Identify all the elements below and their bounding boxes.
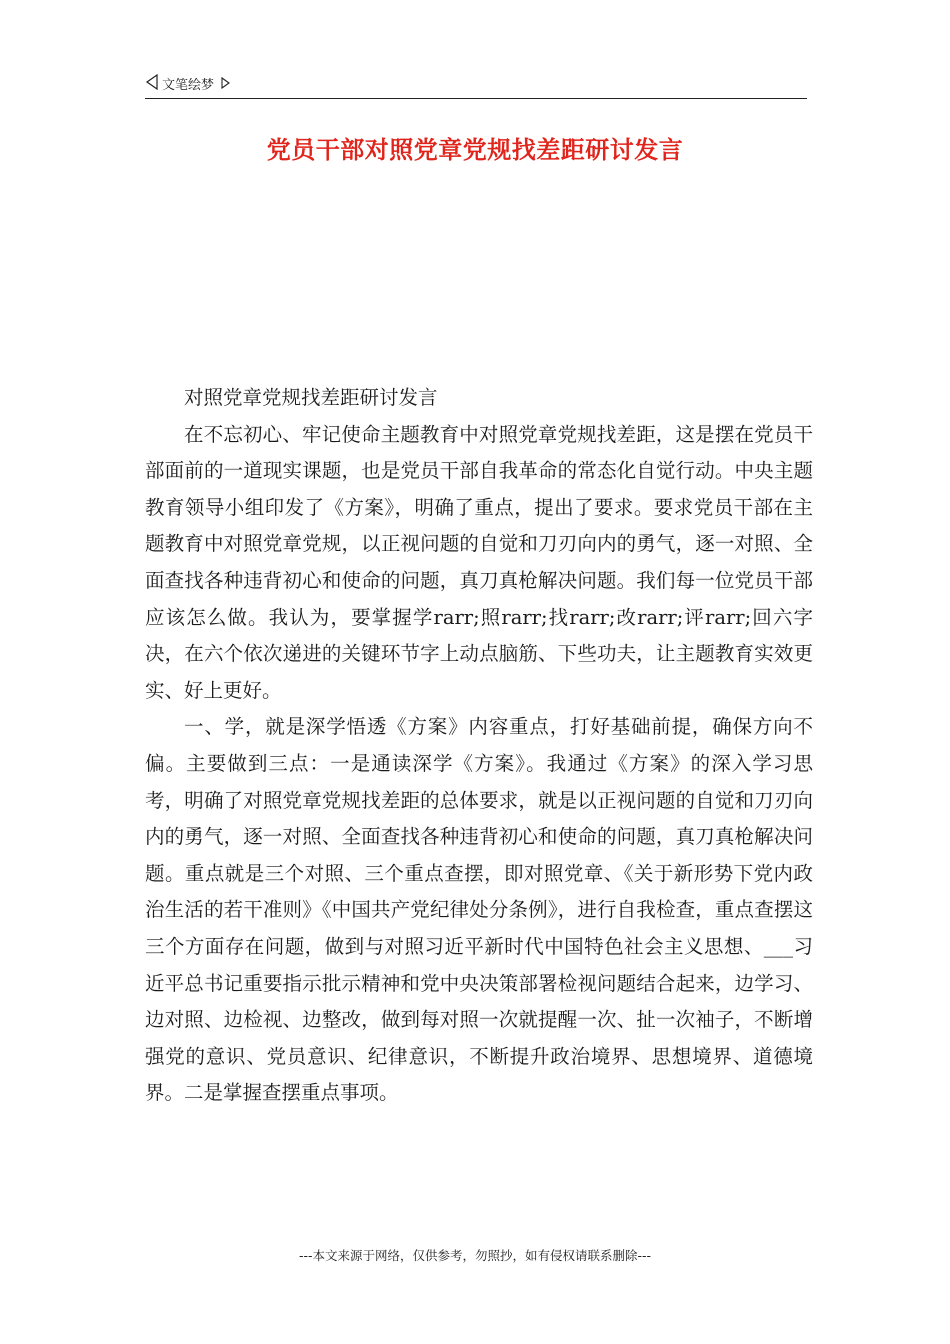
- page-header: [145, 74, 807, 99]
- triangle-left-icon: [145, 74, 159, 97]
- paragraph-section-one: 一、学，就是深学悟透《方案》内容重点，打好基础前提，确保方向不偏。主要做到三点：一是通读深学《方案》。我通过《方案》的深入学习思考，明确了对照党章党规找差距的总体要求，就是以正视问题的自觉和刀刃向内的勇气，逐一对照、全面查找各种违背初心和使命的问题，真刀真枪解决问题。重点就是三个对照、三个重点查摆，即对照党章、《关于新形势下党内政治生活的若干准则》《中国共产党纪律处分条例》，进行自我检查，重点查摆这三个方面存在问题，做到与对照习近平新时代中国特色社会主义思想、___习近平总书记重要指示批示精神和党中央决策部署检视问题结合起来，边学习、边对照、边检视、边整改，做到每对照一次就提醒一次、扯一次袖子，不断增强党的意识、党员意识、纪律意识，不断提升政治境界、思想境界、道德境界。二是掌握查摆重点事项。: [145, 715, 813, 1105]
- triangle-right-icon: [220, 76, 230, 96]
- paragraph-subtitle: 对照党章党规找差距研讨发言: [184, 386, 438, 409]
- document-body: [145, 380, 813, 1112]
- page-footer: ---本文来源于网络，仅供参考，勿照抄，如有侵权请联系删除---: [298, 1248, 652, 1263]
- header-brand: 文笔绘梦: [162, 77, 215, 93]
- paragraph-intro: 在不忘初心、牢记使命主题教育中对照党章党规找差距，这是摆在党员干部面前的一道现实课题，也是党员干部自我革命的常态化自觉行动。中央主题教育领导小组印发了《方案》，明确了重点，提出了要求。要求党员干部在主题教育中对照党章党规，以正视问题的自觉和刀刃向内的勇气，逐一对照、全面查找各种违背初心和使命的问题，真刀真枪解决问题。我们每一位党员干部应该怎么做。我认为，要掌握学rarr;照rarr;找rarr;改rarr;评rarr;回六字决，在六个依次递进的关键环节字上动点脑筋、下些功夫，让主题教育实效更实、好上更好。: [145, 422, 813, 702]
- document-title: 党员干部对照党章党规找差距研讨发言: [266, 136, 684, 164]
